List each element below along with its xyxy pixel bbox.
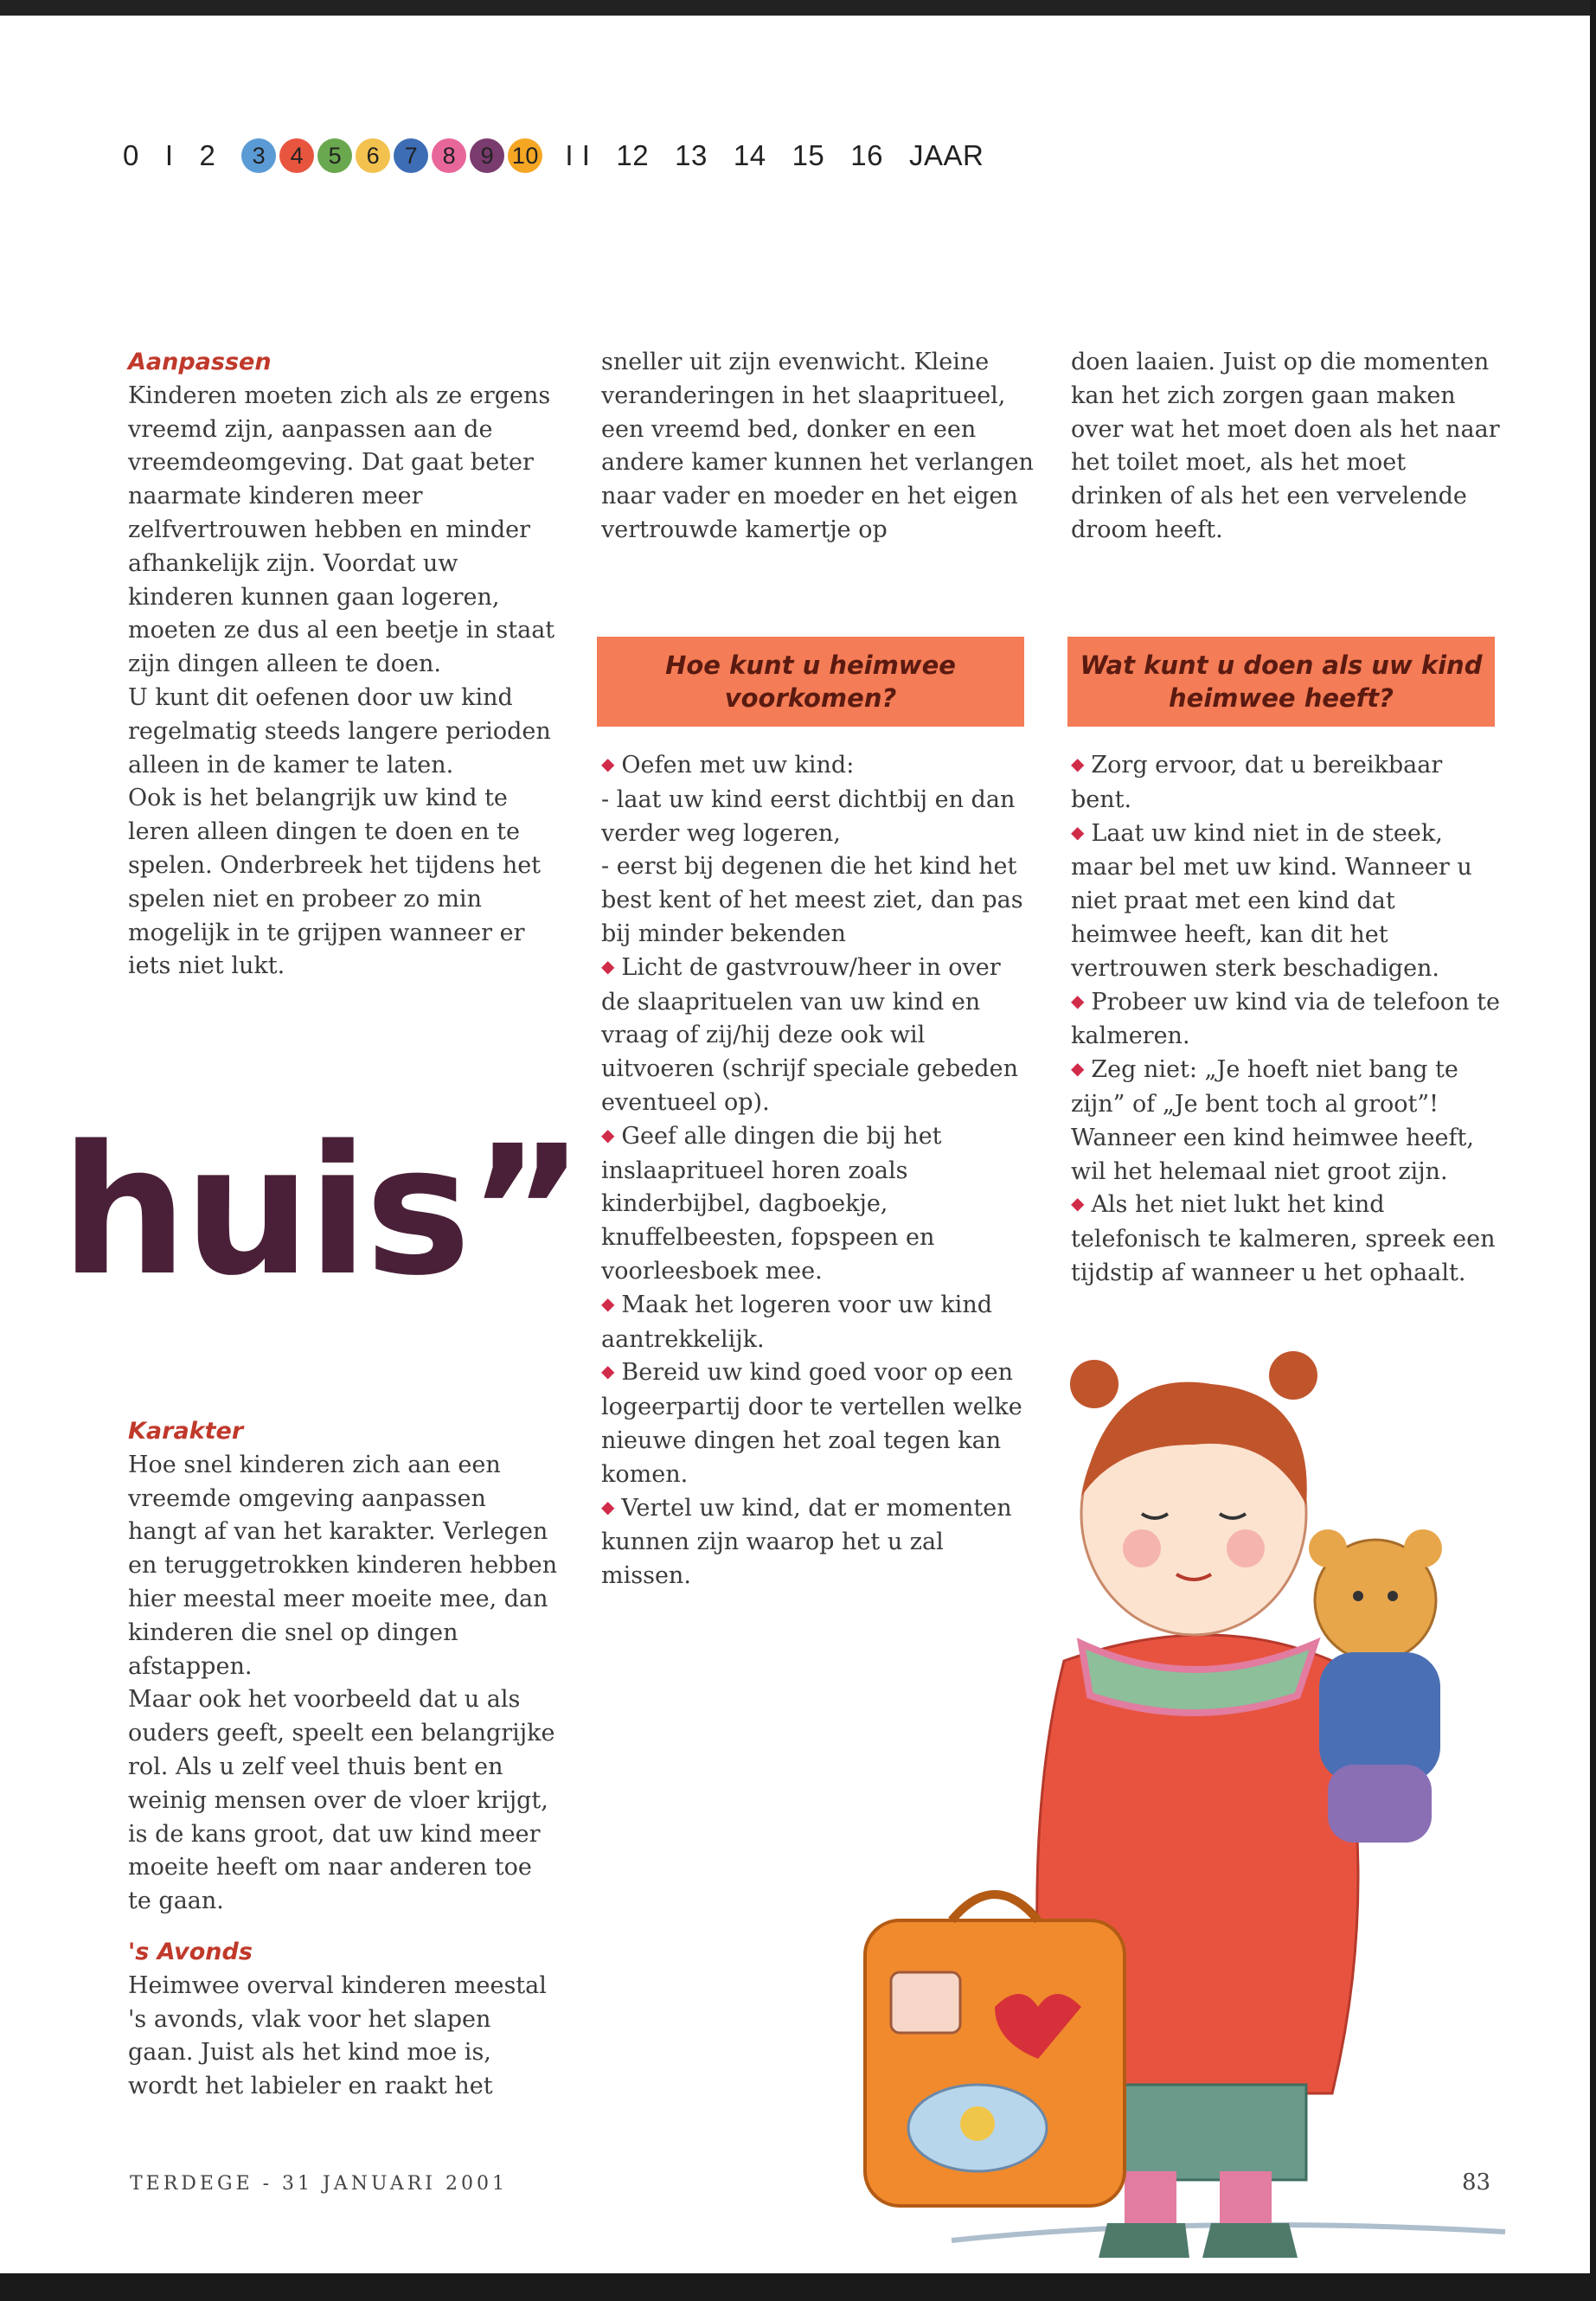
paragraph: sneller uit zijn evenwicht. Kleine veranderingen in het slaapritueel, een vreemd bed, donker en een andere kamer kunnen het verlangen naar vader en moeder en het eigen vertrouwde kamertje op: [601, 349, 1034, 543]
age-circle: 6: [356, 138, 390, 173]
bullet-diamond-icon: ◆: [1071, 1058, 1085, 1080]
tip-text: Vertel uw kind, dat er momenten kunnen zijn waarop het u zal missen.: [601, 1494, 1012, 1590]
tip-text: Zorg ervoor, dat u bereikbaar bent.: [1071, 752, 1443, 813]
bullet-diamond-icon: ◆: [601, 1292, 615, 1314]
bullet-diamond-icon: ◆: [601, 1361, 615, 1382]
paragraph: Maar ook het voorbeeld dat u als ouders geeft, speelt een belangrijke rol. Als u zelf veel thuis bent en weinig mensen over de vloer krijgt, is de kans groot, dat uw kind meer moeite heeft om naar anderen toe te gaan.: [128, 1686, 555, 1915]
age-label: 0: [123, 139, 139, 171]
age-scale: [123, 137, 1010, 175]
heading-aanpassen: Aanpassen: [128, 349, 272, 375]
paragraph: Kinderen moeten zich als ze ergens vreemd zijn, aanpassen aan de vreemdeomgeving. Dat gaat beter naarmate kinderen meer zelfvertrouwen hebben en minder afhankelijk zijn. Voordat uw kinderen kunnen gaan logeren, moeten ze dus al een beetje in staat zijn dingen alleen te doen.: [128, 381, 555, 678]
age-label: I I: [565, 139, 591, 171]
pull-quote-word: huis”: [61, 1107, 581, 1315]
bullet-diamond-icon: ◆: [601, 955, 615, 977]
tip-text: Probeer uw kind via de telefoon te kalmeren.: [1071, 988, 1500, 1050]
tip-item: [1071, 1054, 1503, 1189]
page-number: 83: [1462, 2170, 1491, 2195]
tip-text: Zeg niet: „Je hoeft niet bang te zijn” of „Je bent toch al groot”! Wanneer een kind heimwee heeft, wil het helemaal niet groot zijn.: [1071, 1056, 1474, 1185]
tip-item: [601, 1120, 1034, 1289]
scan-right-edge: [1590, 0, 1596, 2301]
paragraph: doen laaien. Juist op die momenten kan het zich zorgen gaan maken over wat het moet doen als het naar het toilet moet, als het moet drinken of als het een vervelende droom heeft.: [1071, 349, 1500, 543]
age-label: 2: [199, 139, 216, 171]
tip-text: Maak het logeren voor uw kind aantrekkelijk.: [601, 1291, 992, 1353]
scan-top-edge: [0, 0, 1596, 16]
age-label: 14: [733, 139, 766, 171]
tip-text: Laat uw kind niet in de steek, maar bel met uw kind. Wanneer u niet praat met een kind dat heimwee heeft, kan dit het vertrouwen sterk beschadigen.: [1071, 819, 1472, 982]
age-circle: 9: [470, 138, 504, 173]
girl-with-suitcase-illustration: [848, 1315, 1522, 2275]
bullet-diamond-icon: ◆: [601, 1496, 615, 1517]
column-2-intro: [601, 346, 1034, 548]
tip-text: Geef alle dingen die bij het inslaapritueel horen zoals kinderbijbel, dagboekje, knuffelbeesten, fopspeen en voorleesboek mee.: [601, 1122, 942, 1285]
age-label: 13: [675, 139, 708, 171]
tip-item: [1071, 817, 1503, 986]
tip-item: [1071, 749, 1503, 817]
box-heading-voorkomen: Hoe kunt u heimwee voorkomen?: [597, 637, 1024, 727]
age-circle: 3: [241, 138, 276, 173]
age-label: 15: [792, 139, 825, 171]
scan-bottom-edge: [0, 2273, 1596, 2301]
column-1-top: [128, 346, 561, 984]
footer-publication: TERDEGE - 31 JANUARI 2001: [130, 2173, 508, 2195]
tip-text: Licht de gastvrouw/heer in over de slaaprituelen van uw kind en vraag of zij/hij deze ook wil uitvoeren (schrijf speciale gebeden eventueel op).: [601, 953, 1018, 1116]
age-label: I: [164, 139, 174, 171]
age-label: JAAR: [909, 139, 984, 171]
age-circle: 4: [279, 138, 314, 173]
age-circle: 7: [394, 138, 428, 173]
age-circle: 10: [508, 138, 542, 173]
paragraph: Hoe snel kinderen zich aan een vreemde omgeving aanpassen hangt af van het karakter. Verlegen en teruggetrokken kinderen hebben hier meestal meer moeite mee, dan kinderen die snel op dingen afstappen.: [128, 1451, 558, 1680]
paragraph: U kunt dit oefenen door uw kind regelmatig steeds langere perioden alleen in de kamer te laten.: [128, 683, 551, 779]
bullet-diamond-icon: ◆: [601, 1124, 615, 1145]
bullet-diamond-icon: ◆: [1071, 1193, 1085, 1215]
tip-text: Als het niet lukt het kind telefonisch te kalmeren, spreek een tijdstip af wanneer u het ophaalt.: [1071, 1191, 1496, 1286]
age-circle: 8: [432, 138, 466, 173]
tip-item: [601, 749, 1034, 952]
heading-avonds: 's Avonds: [128, 1938, 253, 1965]
paragraph: Heimwee overval kinderen meestal 's avonds, vlak voor het slapen gaan. Juist als het kind moe is, wordt het labieler en raakt het: [128, 1971, 547, 2100]
tip-text: Oefen met uw kind: - laat uw kind eerst dichtbij en dan verder weg logeren, - eerst bij degenen die het kind het best kent of het meest ziet, dan pas bij minder bekenden: [601, 752, 1023, 947]
column-3-intro: [1071, 346, 1503, 548]
age-circle: 5: [317, 138, 352, 173]
box-heading-heimwee: Wat kunt u doen als uw kind heimwee heeft?: [1067, 637, 1495, 727]
column-1-bottom: [128, 1415, 561, 2104]
bullet-diamond-icon: ◆: [601, 753, 615, 774]
tip-item: [1071, 986, 1503, 1054]
bullet-diamond-icon: ◆: [1071, 821, 1085, 843]
age-label: 16: [850, 139, 883, 171]
tips-list-heimwee: [1071, 749, 1503, 1291]
heading-karakter: Karakter: [128, 1418, 244, 1445]
age-label: 12: [616, 139, 650, 171]
bullet-diamond-icon: ◆: [1071, 753, 1085, 774]
tip-text: Bereid uw kind goed voor op een logeerpartij door te vertellen welke nieuwe dingen het zoal tegen kan komen.: [601, 1359, 1022, 1488]
bullet-diamond-icon: ◆: [1071, 990, 1085, 1011]
tip-item: [601, 952, 1034, 1120]
paragraph: Ook is het belangrijk uw kind te leren alleen dingen te doen en te spelen. Onderbreek het tijdens het spelen niet en probeer zo min mogelijk in te grijpen wanneer er iets niet lukt.: [128, 785, 542, 980]
tip-item: [1071, 1189, 1503, 1290]
